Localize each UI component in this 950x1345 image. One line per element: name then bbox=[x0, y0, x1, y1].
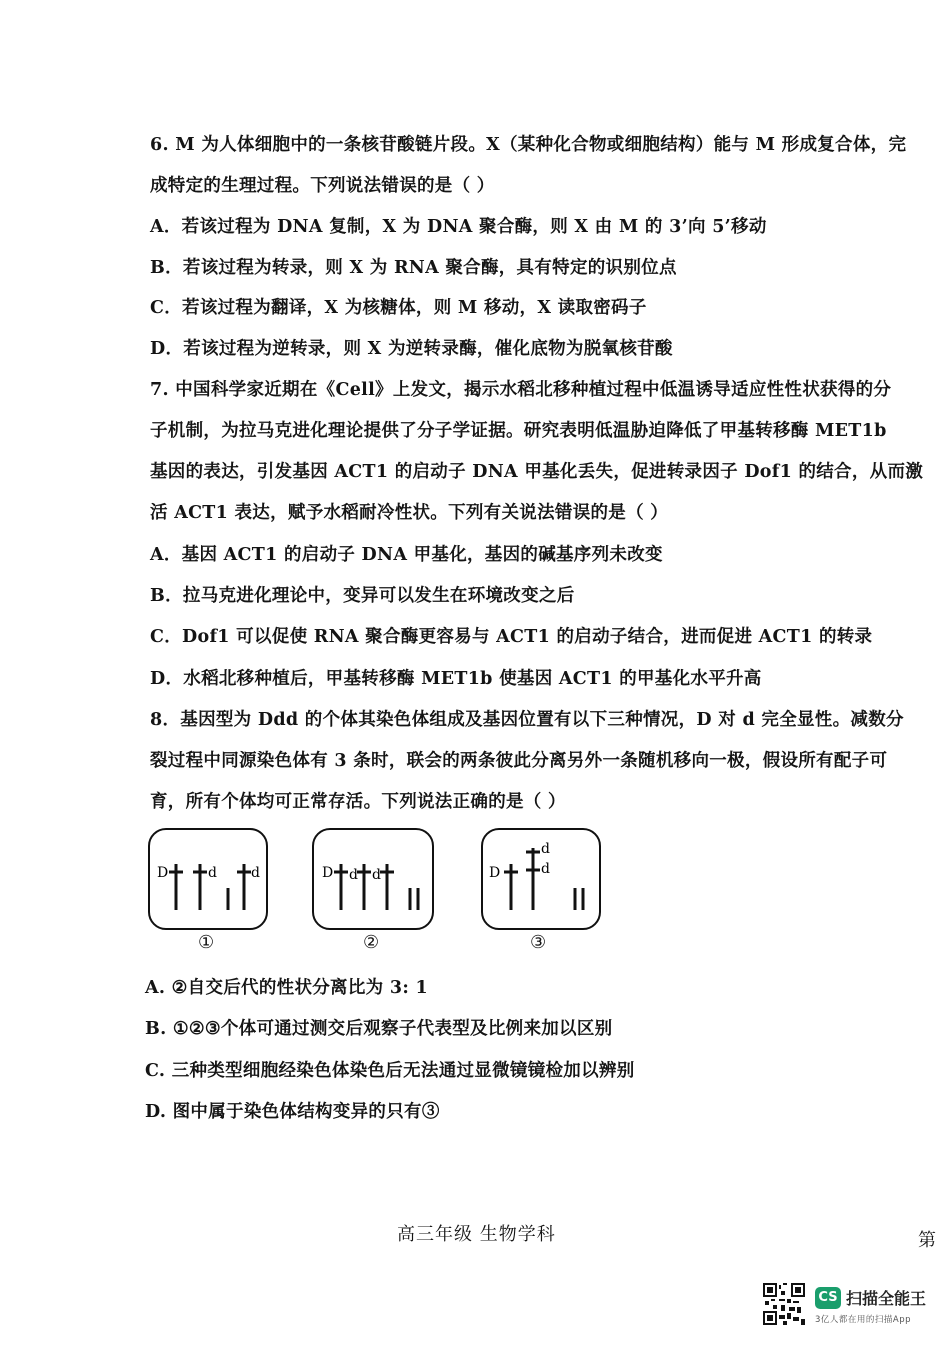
q7-stem-line3: 基因的表达，引发基因 ACT1 的启动子 DNA 甲基化丢失，促进转录因子 Dof1 的结合，从而激 bbox=[150, 462, 924, 482]
q7-option-d: D．水稻北移种植后，甲基转移酶 MET1b 使基因 ACT1 的甲基化水平升高 bbox=[150, 669, 762, 689]
q6-option-a: A．若该过程为 DNA 复制，X 为 DNA 聚合酶，则 X 由 M 的 3’向 5’移动 bbox=[150, 217, 767, 237]
chromosome-figure-3 bbox=[481, 828, 601, 930]
q7-option-b: B．拉马克进化理论中，变异可以发生在环境改变之后 bbox=[150, 586, 575, 606]
scanner-tagline: 3亿人都在用的扫描App bbox=[815, 1315, 912, 1325]
gene-label: d bbox=[349, 867, 358, 883]
qr-code-icon bbox=[763, 1283, 805, 1325]
q6-option-c: C．若该过程为翻译，X 为核糖体，则 M 移动，X 读取密码子 bbox=[150, 298, 647, 318]
gene-label: D bbox=[322, 865, 334, 881]
chromosome-diagram-3 bbox=[483, 830, 599, 928]
footer-page-label: 第 bbox=[918, 1230, 936, 1251]
q8-stem-line2: 裂过程中同源染色体有 3 条时，联会的两条彼此分离另外一条随机移向一极，假设所有配子可 bbox=[150, 751, 888, 771]
q8-stem-line1: 8．基因型为 Ddd 的个体其染色体组成及基因位置有以下三种情况，D 对 d 完全显性。减数分 bbox=[150, 710, 904, 730]
figure-label-2: ② bbox=[363, 932, 380, 953]
q7-stem-line4: 活 ACT1 表达，赋予水稻耐冷性状。下列有关说法错误的是（ ） bbox=[150, 503, 669, 523]
footer-course-label: 高三年级 生物学科 bbox=[397, 1224, 556, 1245]
q7-option-a: A．基因 ACT1 的启动子 DNA 甲基化，基因的碱基序列未改变 bbox=[150, 545, 663, 565]
gene-label: d bbox=[541, 861, 550, 877]
gene-label: d bbox=[208, 865, 217, 881]
gene-label: d bbox=[541, 841, 550, 857]
q6-option-d: D．若该过程为逆转录，则 X 为逆转录酶，催化底物为脱氧核苷酸 bbox=[150, 339, 673, 359]
chromosome-diagram-1 bbox=[150, 830, 266, 928]
gene-label: d bbox=[251, 865, 260, 881]
q6-stem-line1: 6. M 为人体细胞中的一条核苷酸链片段。X（某种化合物或细胞结构）能与 M 形成复合体，完 bbox=[150, 135, 907, 155]
gene-label: d bbox=[372, 867, 381, 883]
chromosome-figure-2 bbox=[312, 828, 434, 930]
chromosome-diagram-2 bbox=[314, 830, 432, 928]
chromosome-figure-1 bbox=[148, 828, 268, 930]
q8-option-d: D. 图中属于染色体结构变异的只有③ bbox=[145, 1102, 440, 1122]
figure-label-3: ③ bbox=[530, 932, 547, 953]
q8-option-a: A. ②自交后代的性状分离比为 3: 1 bbox=[145, 978, 428, 998]
q6-stem-line2: 成特定的生理过程。下列说法错误的是（ ） bbox=[150, 176, 495, 196]
q8-option-b: B. ①②③个体可通过测交后观察子代表型及比例来加以区别 bbox=[145, 1019, 613, 1039]
q6-option-b: B．若该过程为转录，则 X 为 RNA 聚合酶，具有特定的识别位点 bbox=[150, 258, 677, 278]
q7-stem-line2: 子机制，为拉马克进化理论提供了分子学证据。研究表明低温胁迫降低了甲基转移酶 MET1b bbox=[150, 421, 887, 441]
gene-label: D bbox=[489, 865, 501, 881]
q8-stem-line3: 育，所有个体均可正常存活。下列说法正确的是（ ） bbox=[150, 792, 566, 812]
q7-option-c: C．Dof1 可以促使 RNA 聚合酶更容易与 ACT1 的启动子结合，进而促进 ACT1 的转录 bbox=[150, 627, 873, 647]
scanner-logo: CS bbox=[815, 1287, 841, 1309]
q7-stem-line1: 7. 中国科学家近期在《Cell》上发文，揭示水稻北移种植过程中低温诱导适应性性状获得的分 bbox=[150, 380, 892, 400]
gene-label: D bbox=[157, 865, 169, 881]
figure-label-1: ① bbox=[198, 932, 215, 953]
scanner-app-name: 扫描全能王 bbox=[846, 1289, 927, 1308]
q8-option-c: C. 三种类型细胞经染色体染色后无法通过显微镜镜检加以辨别 bbox=[145, 1061, 635, 1081]
